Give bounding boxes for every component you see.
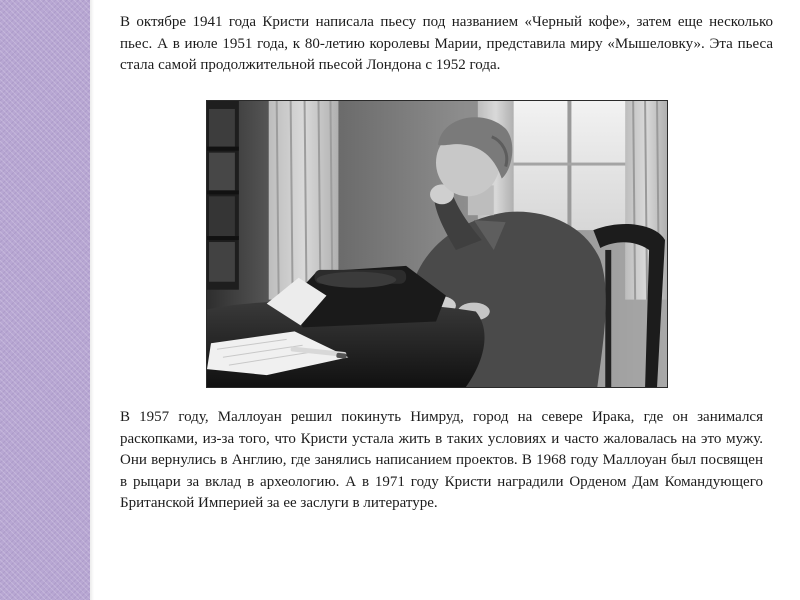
photo-illustration — [207, 101, 667, 387]
sidebar-shadow — [90, 0, 94, 600]
paragraph-bottom: В 1957 году, Маллоуан решил покинуть Нимруд, город на севере Ирака, где он занимался раскопками, из-за того, что Кристи устала жить в таких условиях и часто жаловалась на это мужу. Они вернулись в Англию, где занялись написанием проектов. В 1968 году Маллоуан был посвящен в рыцари за вклад в археологию. А в 1971 году Кристи наградили Орденом Дам Командующего Британской Империей за ее заслуги в литературе. — [120, 409, 763, 511]
paragraph-top: В октябре 1941 года Кристи написала пьесу под названием «Черный кофе», затем еще несколько пьес. А в июле 1951 года, к 80-летию королевы Марии, представила миру «Мышеловку». Эта пьеса стала самой продолжительной пьесой Лондона с 1952 года. — [120, 14, 773, 73]
decorative-sidebar — [0, 0, 90, 600]
photo-woman-at-typewriter — [206, 100, 668, 388]
